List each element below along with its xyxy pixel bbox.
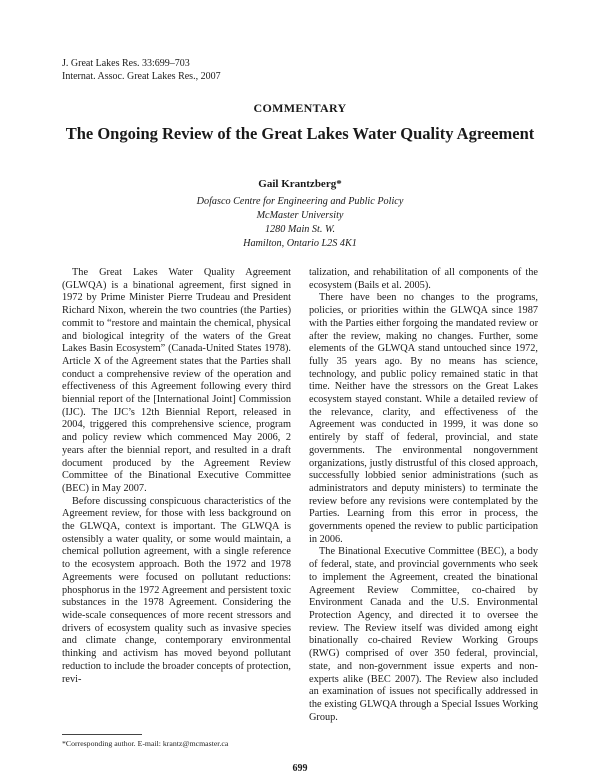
page-number: 699	[292, 763, 308, 774]
author-affiliation	[0, 195, 600, 251]
footnote: *Corresponding author. E-mail: krantz@mcmaster.ca	[62, 739, 229, 748]
affiliation-line-4: Hamilton, Ontario L2S 4K1	[243, 238, 357, 249]
affiliation-line-3: 1280 Main St. W.	[264, 224, 336, 235]
right-column	[309, 267, 538, 724]
body-paragraph: The Binational Executive Committee (BEC), a body of federal, state, and provincial governments who seek to implement the Agreement, created the binational Agreement Review Committee, co-chaired by Environment Canada and the U.S. Environmental Protection Agency, and directed it to oversee the review. The Review itself was divided among eight binationally co-chaired Review Working Groups (RWG) comprised of over 350 federal, provincial, state, and non-government issue experts and non-experts alike (BEC 2007). The Review also included an examination of issues not specifically addressed in the existing GLWQA through a Special Issues Working Group.	[309, 546, 538, 723]
footnote-divider	[62, 734, 142, 735]
article-title: The Ongoing Review of the Great Lakes Water Quality Agreement	[65, 124, 535, 143]
affiliation-line-2: McMaster University	[256, 210, 344, 221]
body-paragraph: Before discussing conspicuous characteristics of the Agreement review, for those with less background on the GLWQA, context is important. The GLWQA is ostensibly a water quality, or some would maintain, a chemical pollution agreement, with a single reference to the ecosystem approach. Both the 1972 and 1978 Agreements were focused on pollutant reductions: phosphorus in the 1972 Agreement and persistent toxic substances in the 1978 Agreement. Considering the wide-scale consequences of more recent stressors and drivers of ecosystem quality such as invasive species and climate change, contemporary environmental thinking and activism has moved beyond pollutant reduction to include the broader concepts of protection, revi-	[62, 495, 291, 685]
body-paragraph: There have been no changes to the programs, policies, or priorities within the GLWQA since 1987 with the Parties either forgoing the mandated review or after the review, making no changes. Further, some elements of the GLWQA stand untouched since 1972, fully 35 years ago. By no means has science, technology, and public policy remained static in that time. Neither have the stressors on the Great Lakes ecosystem stayed constant. While a detailed review of the relevance, clarity, and effectiveness of the Agreement was conducted in 1999, it was done so entirely by staff of federal, provincial, and state governments. The environmental nongovernment organizations, justly distrustful of this closed approach, successfully lobbied senior administrations (such as administrators and deputy ministers) to terminate the review before any revisions were contemplated by the Parties. Learning from this error in process, the governments opened the review to public participation in 2006.	[309, 292, 538, 545]
journal-line-2: Internat. Assoc. Great Lakes Res., 2007	[62, 71, 221, 82]
affiliation-line-1: Dofasco Centre for Engineering and Public Policy	[196, 196, 404, 207]
author-name: Gail Krantzberg*	[258, 178, 342, 190]
body-paragraph: talization, and rehabilitation of all components of the ecosystem (Bails et al. 2005).	[309, 267, 538, 291]
journal-citation	[62, 57, 221, 83]
left-column	[62, 267, 291, 686]
journal-line-1: J. Great Lakes Res. 33:699–703	[62, 58, 190, 69]
body-paragraph: The Great Lakes Water Quality Agreement (GLWQA) is a binational agreement, first signed in 1972 by Prime Minister Pierre Trudeau and President Richard Nixon, wherein the two countries (the Parties) commit to “restore and maintain the chemical, physical and biological integrity of the waters of the Great Lakes Basin Ecosystem” (Canada-United States 1978). Article X of the Agreement states that the Parties shall conduct a comprehensive review of the operation and effectiveness of this Agreement following every third biennial report of the [International Joint] Commission (IJC). The IJC’s 12th Biennial Report, released in 2004, triggered this comprehensive science, program and policy review which commenced May 2006, 2 years after the biennial report, and resulted in a draft document produced by the Agreement Review Committee of the Binational Executive Committee (BEC) in May 2007.	[62, 267, 291, 494]
section-label: COMMENTARY	[253, 101, 347, 115]
